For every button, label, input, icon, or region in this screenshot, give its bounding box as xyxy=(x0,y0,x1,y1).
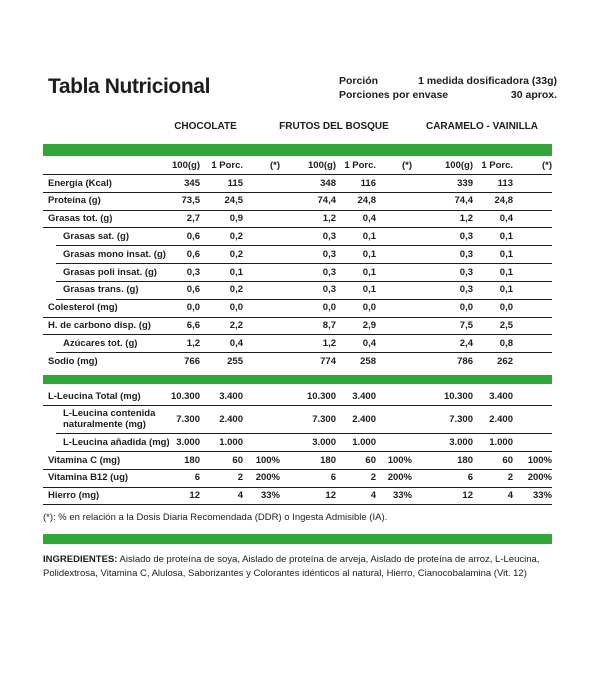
row-value: 339 xyxy=(457,177,473,189)
row-value: 60 xyxy=(502,454,513,466)
row-value: 3.400 xyxy=(489,390,513,402)
row-value: 0,3 xyxy=(186,266,200,278)
row-value: 774 xyxy=(320,355,336,367)
row-label: Azúcares tot. (g) xyxy=(63,337,138,349)
row-value: 2 xyxy=(507,472,513,484)
column-header-100g: 100(g) xyxy=(308,160,336,171)
row-value: 2.400 xyxy=(489,413,513,425)
row-value: 2,2 xyxy=(229,320,243,332)
nutrition-section-leucina xyxy=(43,388,552,506)
row-value: 0,1 xyxy=(499,248,513,260)
row-value: 0,3 xyxy=(459,248,473,260)
row-value: 0,9 xyxy=(229,213,243,225)
row-value: 10.300 xyxy=(443,390,473,402)
row-value: 7.300 xyxy=(449,413,473,425)
row-value: 0,0 xyxy=(362,302,376,314)
row-value: 0,3 xyxy=(322,231,336,243)
row-value: 0,1 xyxy=(499,284,513,296)
row-value: 100% xyxy=(255,454,280,466)
row-value: 116 xyxy=(360,177,376,189)
row-label: L-Leucina contenida naturalmente (mg) xyxy=(63,408,156,430)
row-label: Vitamina B12 (ug) xyxy=(48,472,129,484)
table-row xyxy=(43,318,552,336)
row-value: 10.300 xyxy=(170,390,200,402)
row-value: 766 xyxy=(184,355,200,367)
row-value: 24,8 xyxy=(494,195,513,207)
row-value: 3.000 xyxy=(449,436,473,448)
table-row xyxy=(43,406,552,434)
row-value: 0,4 xyxy=(362,337,376,349)
portion-line xyxy=(339,74,557,88)
row-value: 113 xyxy=(497,177,513,189)
table-row xyxy=(43,264,552,282)
row-value: 1,2 xyxy=(459,213,473,225)
row-value: 255 xyxy=(227,355,243,367)
row-value: 6 xyxy=(194,472,200,484)
row-value: 0,2 xyxy=(229,284,243,296)
row-value: 24,5 xyxy=(224,195,243,207)
ingredients-text: Aislado de proteína de soya, Aislado de proteína de arveja, Aislado de proteína de arroz, L-Leucina, Polidextrosa, Vitamina C, Alulosa, Saborizantes y Colorantes idénticos al natural, Hierro, Cianocobalamina (Vit. 12) xyxy=(43,554,540,580)
row-value: 0,0 xyxy=(499,302,513,314)
row-value: 180 xyxy=(184,454,200,466)
row-label: Sodio (mg) xyxy=(48,355,98,367)
row-value: 262 xyxy=(497,355,513,367)
row-value: 1.000 xyxy=(489,436,513,448)
row-value: 200% xyxy=(387,472,412,484)
table-row xyxy=(43,335,552,353)
row-label: Grasas trans. (g) xyxy=(63,284,139,296)
row-value: 33% xyxy=(532,490,552,502)
ingredients xyxy=(43,553,562,581)
row-label: L-Leucina Total (mg) xyxy=(48,390,141,402)
row-value: 33% xyxy=(260,490,280,502)
row-value: 180 xyxy=(457,454,473,466)
row-label: Vitamina C (mg) xyxy=(48,454,121,466)
row-label: H. de carbono disp. (g) xyxy=(48,320,151,332)
row-label: Grasas mono insat. (g) xyxy=(63,248,166,260)
row-value: 33% xyxy=(392,490,412,502)
header xyxy=(48,74,557,102)
row-value: 12 xyxy=(462,490,473,502)
row-value: 0,0 xyxy=(459,302,473,314)
row-value: 258 xyxy=(360,355,376,367)
row-value: 1,2 xyxy=(322,213,336,225)
row-value: 0,1 xyxy=(362,284,376,296)
nutrition-table xyxy=(43,121,552,505)
row-value: 0,1 xyxy=(362,266,376,278)
column-header-100g: 100(g) xyxy=(445,160,473,171)
footnote: (*): % en relación a la Dosis Diaria Recomendada (DDR) o Ingesta Admisible (IA). xyxy=(43,512,388,524)
row-value: 0,3 xyxy=(322,248,336,260)
ingredients-label: INGREDIENTES: xyxy=(43,554,118,566)
row-value: 0,1 xyxy=(499,266,513,278)
row-value: 0,6 xyxy=(186,248,200,260)
row-value: 1.000 xyxy=(352,436,376,448)
row-value: 74,4 xyxy=(317,195,336,207)
row-value: 6,6 xyxy=(186,320,200,332)
row-value: 2,9 xyxy=(362,320,376,332)
row-value: 0,3 xyxy=(459,284,473,296)
row-value: 0,4 xyxy=(229,337,243,349)
row-label: Grasas sat. (g) xyxy=(63,231,129,243)
servings-line xyxy=(339,88,557,102)
table-row xyxy=(43,488,552,506)
row-value: 0,0 xyxy=(186,302,200,314)
row-value: 2.400 xyxy=(352,413,376,425)
table-row xyxy=(43,353,552,371)
row-label: Colesterol (mg) xyxy=(48,302,118,314)
row-value: 100% xyxy=(527,454,552,466)
row-value: 3.000 xyxy=(312,436,336,448)
row-label: Energía (Kcal) xyxy=(48,177,112,189)
table-row xyxy=(43,434,552,452)
table-row xyxy=(43,228,552,246)
row-value: 0,1 xyxy=(362,231,376,243)
row-value: 10.300 xyxy=(306,390,336,402)
row-value: 0,3 xyxy=(322,284,336,296)
flavor-header-caramelo-vainilla: CARAMELO - VAINILLA xyxy=(425,121,539,132)
row-value: 200% xyxy=(255,472,280,484)
row-value: 1,2 xyxy=(322,337,336,349)
column-header-star: (*) xyxy=(269,160,280,171)
table-row xyxy=(43,193,552,211)
row-value: 3.400 xyxy=(219,390,243,402)
row-value: 0,2 xyxy=(229,248,243,260)
column-header-row xyxy=(43,156,552,175)
row-value: 0,0 xyxy=(229,302,243,314)
row-value: 180 xyxy=(320,454,336,466)
row-value: 200% xyxy=(527,472,552,484)
portion-label: Porción xyxy=(339,75,379,87)
row-value: 8,7 xyxy=(322,320,336,332)
page-title: Tabla Nutricional xyxy=(48,75,210,98)
row-value: 60 xyxy=(365,454,376,466)
row-value: 115 xyxy=(227,177,243,189)
row-value: 12 xyxy=(189,490,200,502)
table-row xyxy=(43,452,552,470)
row-value: 4 xyxy=(237,490,243,502)
nutrition-label-page xyxy=(0,74,600,674)
divider-bar-bottom xyxy=(43,534,552,544)
row-value: 74,4 xyxy=(454,195,473,207)
table-row xyxy=(43,388,552,406)
divider-bar-top xyxy=(43,144,552,156)
row-value: 0,6 xyxy=(186,231,200,243)
row-value: 2,4 xyxy=(459,337,473,349)
row-label: L-Leucina añadida (mg) xyxy=(63,436,170,448)
row-value: 3.000 xyxy=(176,436,200,448)
row-value: 0,2 xyxy=(229,231,243,243)
row-value: 3.400 xyxy=(352,390,376,402)
row-value: 60 xyxy=(232,454,243,466)
row-value: 1.000 xyxy=(219,436,243,448)
row-value: 6 xyxy=(330,472,336,484)
table-row xyxy=(43,470,552,488)
row-value: 24,8 xyxy=(357,195,376,207)
row-value: 2 xyxy=(237,472,243,484)
row-value: 4 xyxy=(370,490,376,502)
row-value: 0,1 xyxy=(229,266,243,278)
flavor-header-frutos-del-bosque: FRUTOS DEL BOSQUE xyxy=(279,121,389,132)
row-value: 100% xyxy=(387,454,412,466)
row-value: 345 xyxy=(184,177,200,189)
row-value: 0,3 xyxy=(322,266,336,278)
row-value: 348 xyxy=(320,177,336,189)
divider-bar-middle xyxy=(43,375,552,384)
nutrition-section-main xyxy=(43,175,552,371)
row-value: 786 xyxy=(457,355,473,367)
row-value: 1,2 xyxy=(186,337,200,349)
column-header-porc: 1 Porc. xyxy=(481,160,513,171)
column-header-100g: 100(g) xyxy=(172,160,200,171)
table-row xyxy=(43,282,552,300)
row-value: 2.400 xyxy=(219,413,243,425)
row-value: 0,6 xyxy=(186,284,200,296)
table-row xyxy=(43,300,552,318)
column-header-porc: 1 Porc. xyxy=(211,160,243,171)
portion-value: 1 medida dosificadora (33g) xyxy=(418,75,557,87)
row-value: 4 xyxy=(507,490,513,502)
row-value: 7,5 xyxy=(459,320,473,332)
row-value: 0,0 xyxy=(322,302,336,314)
row-value: 73,5 xyxy=(181,195,200,207)
serving-info xyxy=(339,74,557,102)
flavor-header-chocolate: CHOCOLATE xyxy=(174,121,237,132)
row-label: Proteína (g) xyxy=(48,195,101,207)
row-label: Grasas poli insat. (g) xyxy=(63,266,157,278)
row-label: Grasas tot. (g) xyxy=(48,213,113,225)
column-header-star: (*) xyxy=(541,160,552,171)
row-value: 0,1 xyxy=(362,248,376,260)
row-value: 0,1 xyxy=(499,231,513,243)
row-label: Hierro (mg) xyxy=(48,490,100,502)
table-row xyxy=(43,175,552,193)
row-value: 2,5 xyxy=(499,320,513,332)
column-header-star: (*) xyxy=(401,160,412,171)
row-value: 0,8 xyxy=(499,337,513,349)
servings-value: 30 aprox. xyxy=(510,89,557,101)
row-value: 0,3 xyxy=(459,266,473,278)
servings-label: Porciones por envase xyxy=(339,89,449,101)
column-header-porc: 1 Porc. xyxy=(344,160,376,171)
row-value: 2,7 xyxy=(186,213,200,225)
table-row xyxy=(43,246,552,264)
row-value: 7.300 xyxy=(312,413,336,425)
row-value: 0,3 xyxy=(459,231,473,243)
row-value: 0,4 xyxy=(499,213,513,225)
flavor-header-row xyxy=(43,121,552,133)
row-value: 7.300 xyxy=(176,413,200,425)
row-value: 2 xyxy=(370,472,376,484)
table-row xyxy=(43,211,552,229)
row-value: 12 xyxy=(325,490,336,502)
row-value: 6 xyxy=(467,472,473,484)
row-value: 0,4 xyxy=(362,213,376,225)
